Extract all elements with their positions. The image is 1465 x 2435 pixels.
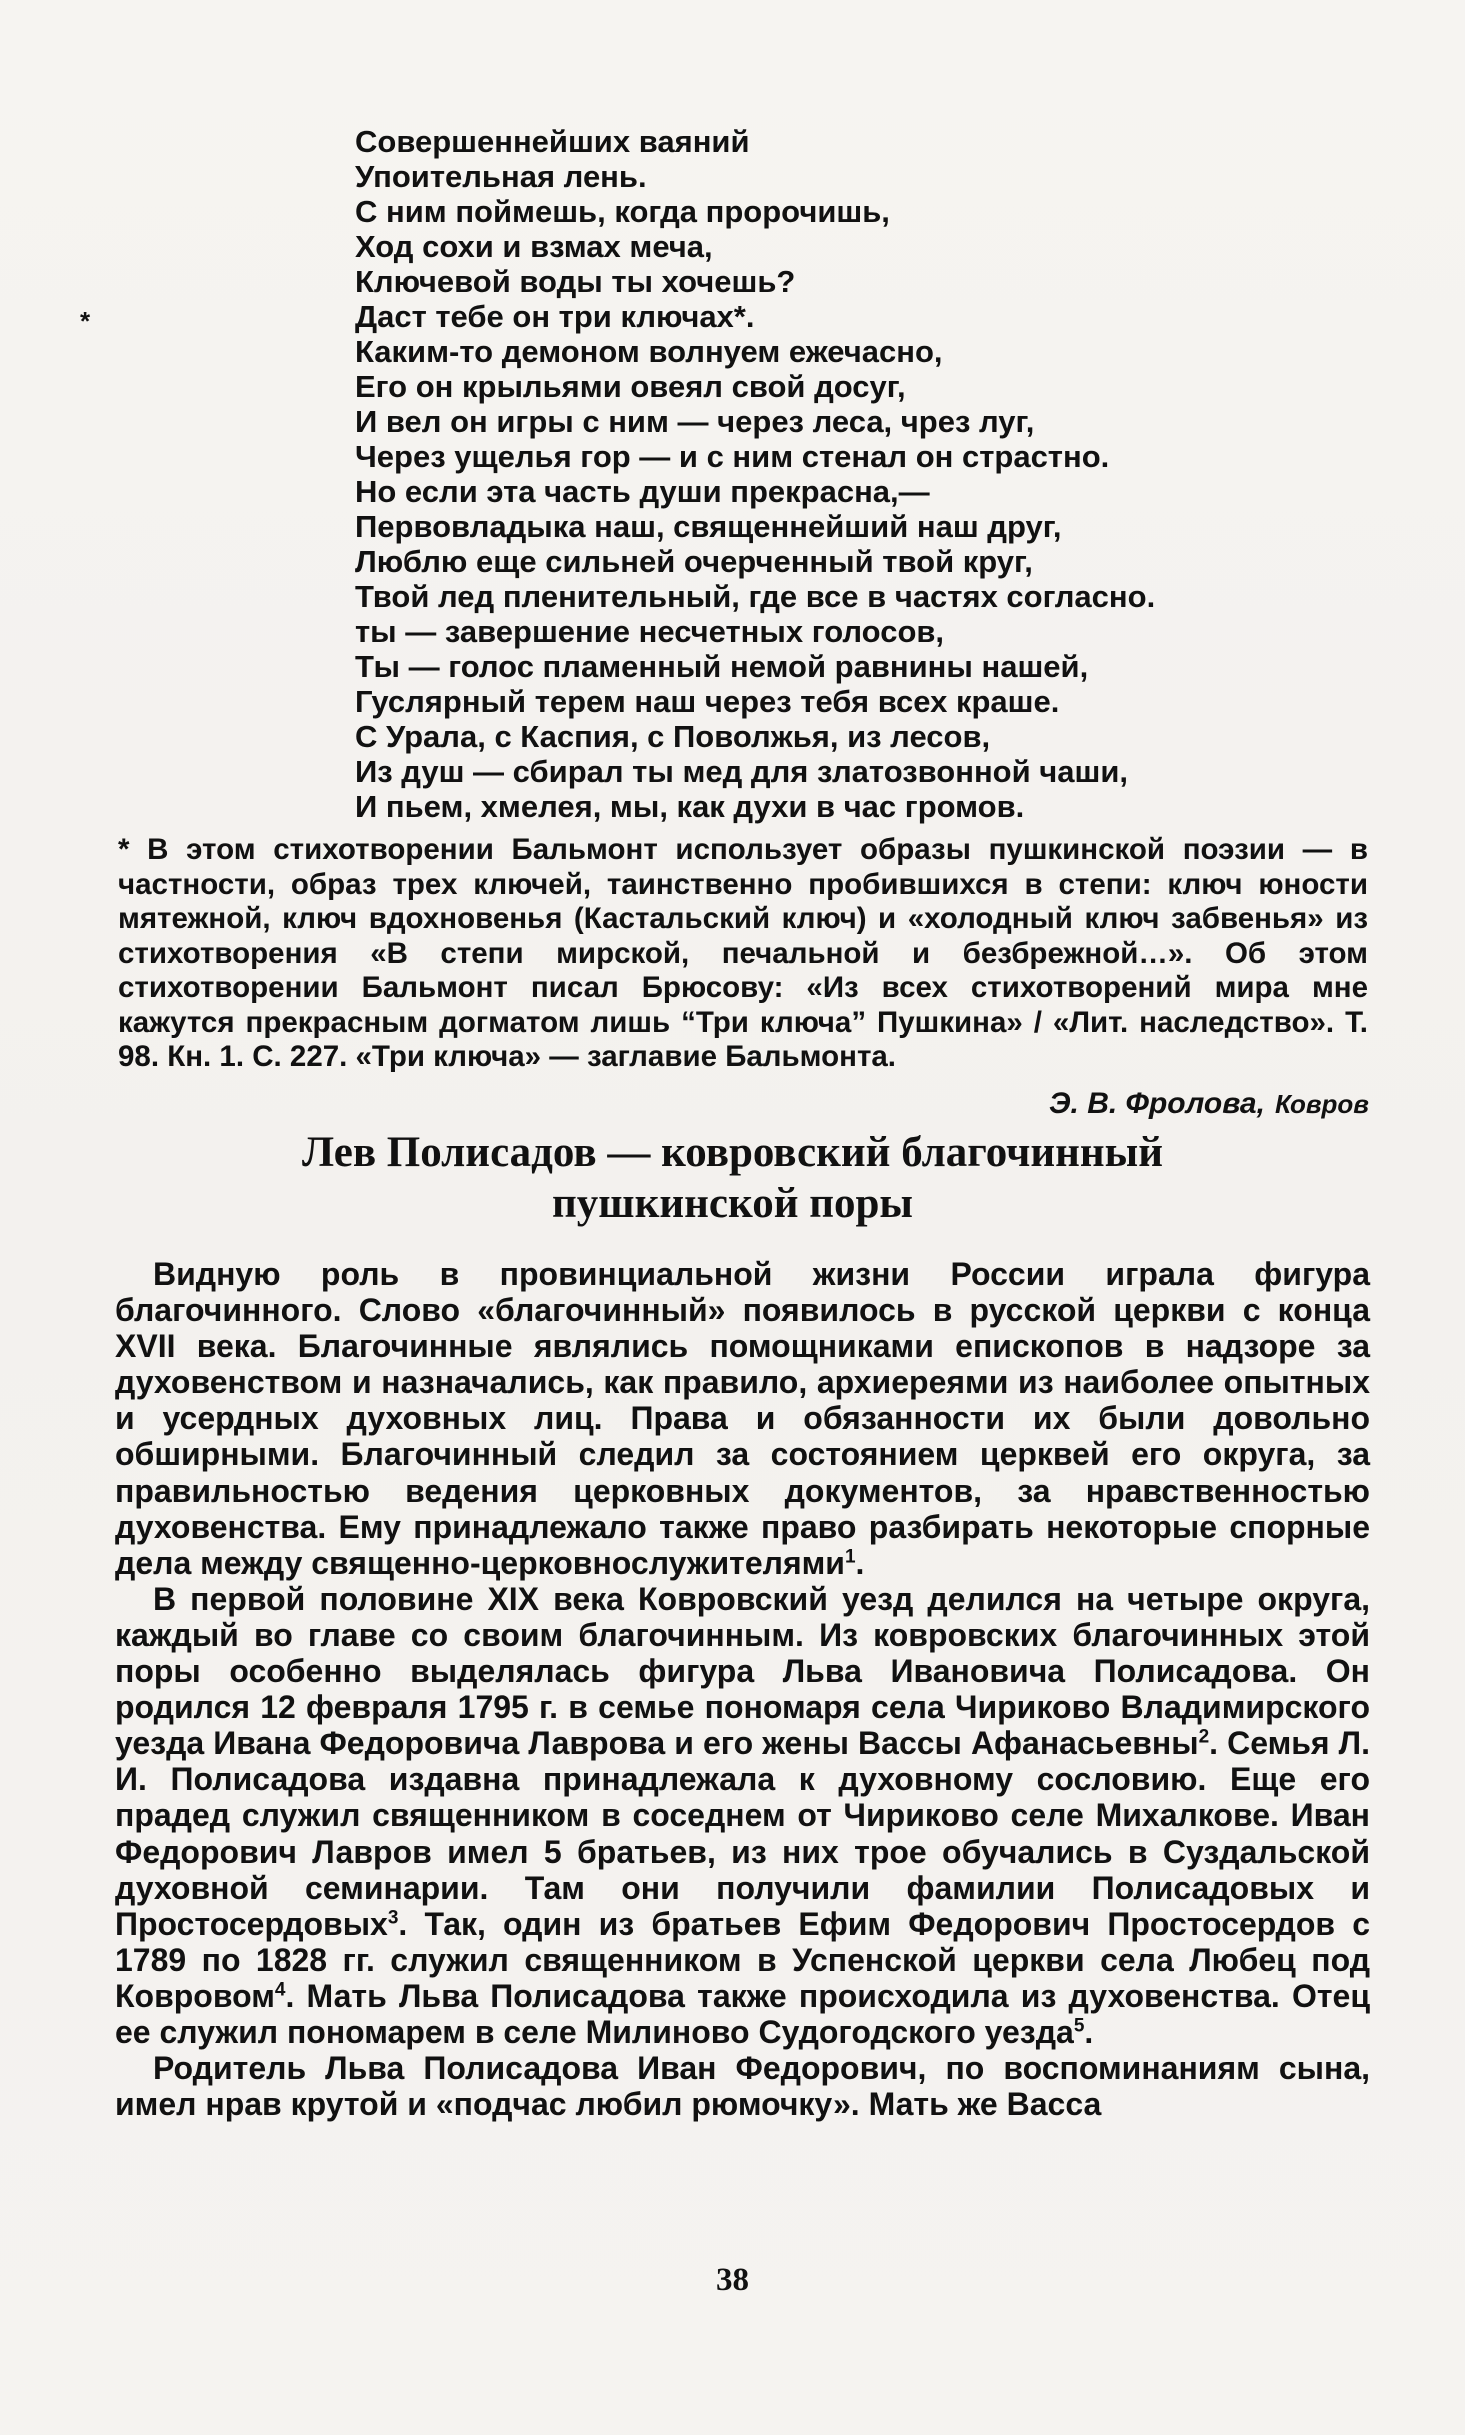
- poem-line: С Урала, с Каспия, с Поволжья, из лесов,: [355, 719, 991, 754]
- article-title-line: Лев Полисадов — ковровский благочинный: [301, 1129, 1164, 1176]
- poem-line: Ты — голос пламенный немой равнины нашей,: [355, 649, 1089, 684]
- author-city: Ковров: [1274, 1089, 1369, 1119]
- footnote-ref: 1: [844, 1546, 856, 1568]
- poem-line: Люблю еще сильней очерченный твой круг,: [355, 544, 1033, 579]
- footnote-marker: *: [80, 306, 91, 336]
- paragraph: [115, 2050, 1370, 2122]
- paragraph-text: .: [855, 1544, 865, 1581]
- poem-line: И пьем, хмелея, мы, как духи в час громов.: [355, 789, 1025, 824]
- paragraph: [115, 1581, 1370, 2050]
- article-title: [60, 1127, 1405, 1229]
- paragraph-text: В первой половине XIX века Ковровский уезд делился на четыре округа, каждый во главе со своим благочинным. Из ковровских благочинных этой поры особенно выделялась фигура Льва Ивановича Полисадова. Он родился 12 февраля 1795 г. в семье пономаря села Чириково Владимирского уезда Ивана Федоровича Лаврова и его жены Вассы Афанасьевны: [115, 1580, 1370, 1762]
- paragraph-text: . Мать Льва Полисадова также происходила из духовенства. Отец ее служил пономарем в селе Милиново Судогодского уезда: [115, 1977, 1370, 2050]
- footnote-ref: 2: [1198, 1726, 1210, 1748]
- poem-line: Совершеннейших ваяний: [355, 124, 750, 159]
- poem-line: Из душ — сбирал ты мед для златозвонной чаши,: [355, 754, 1129, 789]
- footnote-ref: 5: [1073, 2015, 1085, 2037]
- page-number: 38: [716, 2262, 749, 2298]
- poem-line: ты — завершение несчетных голосов,: [355, 614, 945, 649]
- poem-line: С ним поймешь, когда пророчишь,: [355, 194, 890, 229]
- article-body: [115, 1256, 1370, 2122]
- footnote-ref: 4: [274, 1979, 286, 2001]
- poem-line: Каким-то демоном волнуем ежечасно,: [355, 334, 943, 369]
- poem-line: И вел он игры с ним — через леса, чрез луг,: [355, 404, 1035, 439]
- poem-line: Ключевой воды ты хочешь?: [355, 264, 796, 299]
- poem-line: Даст тебе он три ключах*.: [355, 299, 755, 334]
- poem-line: Но если эта часть души прекрасна,—: [355, 474, 930, 509]
- poem-line: Первовладыка наш, священнейший наш друг,: [355, 509, 1062, 544]
- footnote-ref: 3: [387, 1907, 399, 1929]
- poem-line: Ход сохи и взмах меча,: [355, 229, 713, 264]
- poem-line: Его он крыльями овеял свой досуг,: [355, 369, 906, 404]
- poem-line: Упоительная лень.: [355, 159, 647, 194]
- paragraph: [115, 1256, 1370, 1581]
- paragraph-text: Видную роль в провинциальной жизни России играла фигура благочинного. Слово «благочинный» появилось в русской церкви с конца XVII века. Благочинные являлись помощниками епископов в надзоре за духовенством и назначались, как правило, архиереями из наиболее опытных и усердных духовных лиц. Права и обязанности их были довольно обширными. Благочинный следил за состоянием церквей его округа, за правильностью ведения церковных документов, за нравственностью духовенства. Ему принадлежало также право разбирать некоторые спорные дела между священно-церковнослужителями: [115, 1256, 1370, 1581]
- paragraph-text: . Так, один из братьев Ефим Федорович Простосердов с 1789 по 1828 гг. служил священником в Успенской церкви села Любец под Ковровом: [115, 1905, 1370, 2014]
- paragraph-text: .: [1084, 2013, 1094, 2050]
- poem: [80, 124, 1355, 824]
- article-title-line: пушкинской поры: [552, 1180, 913, 1227]
- author-name: Э. В. Фролова,: [1048, 1087, 1265, 1120]
- poem-line: Гуслярный терем наш через тебя всех краше.: [355, 684, 1060, 719]
- author-signature: [1049, 1087, 1369, 1121]
- poem-line: Через ущелья гор — и с ним стенал он страстно.: [355, 439, 1110, 474]
- paragraph-text: Родитель Льва Полисадова Иван Федорович, по воспоминаниям сына, имел нрав крутой и «подчас любил рюмочку». Мать же Васса: [115, 2050, 1370, 2123]
- paragraph-text: . Семья Л. И. Полисадова издавна принадлежала к духовному сословию. Еще его прадед служил священником в соседнем от Чириково селе Михалкове. Иван Федорович Лавров имел 5 братьев, из них трое обучались в Суздальской духовной семинарии. Там они получили фамилии Полисадовых и Простосердовых: [115, 1725, 1371, 1942]
- poem-line: Твой лед пленительный, где все в частях согласно.: [355, 579, 1156, 614]
- footnote: * В этом стихотворении Бальмонт использует образы пушкинской поэзии — в частности, образ трех ключей, таинственно пробившихся в степи: ключ юности мятежной, ключ вдохновенья (Кастальский ключ) и «холодный ключ забвенья» из стихотворения «В степи мирской, печальной и безбрежной…». Об этом стихотворении Бальмонт писал Брюсову: «Из всех стихотворений мира мне кажутся прекрасным догматом лишь “Три ключа” Пушкина» / «Лит. наследство». Т. 98. Кн. 1. С. 227. «Три ключа» — заглавие Бальмонта.: [118, 833, 1368, 1073]
